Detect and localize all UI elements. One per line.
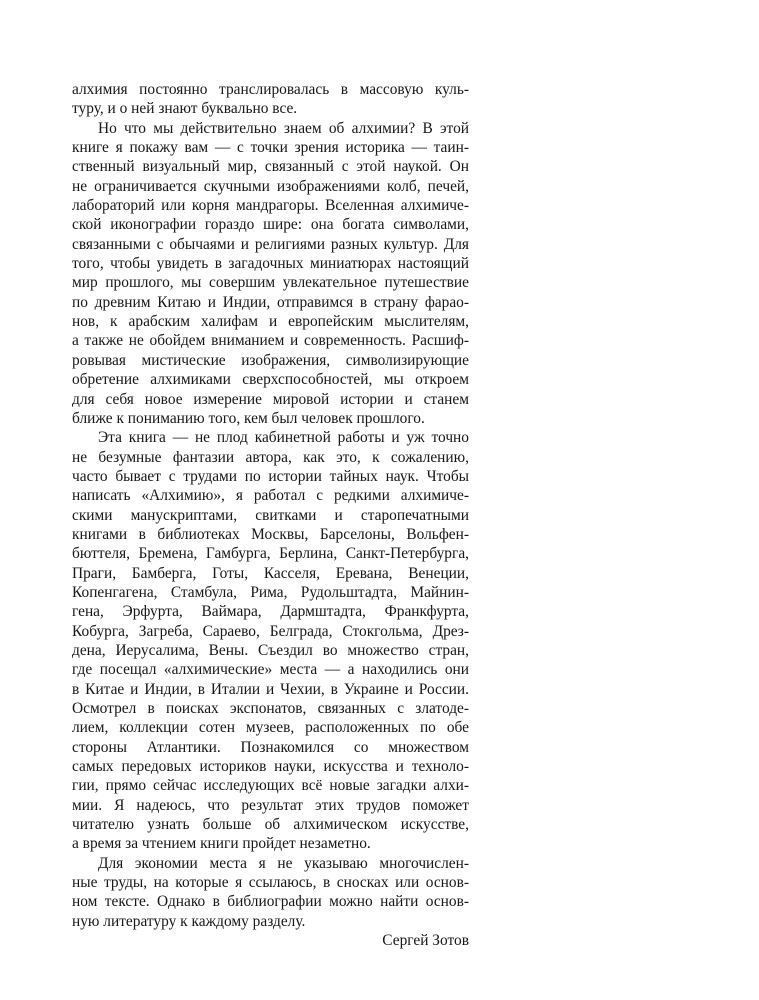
text-line: а время за чтением книги пройдет незаметно.	[72, 835, 371, 853]
text-line: лием, коллекции сотен музеев, расположенных по обе	[72, 719, 469, 737]
text-line: написать «Алхимию», я работал с редкими алхимиче-	[72, 487, 469, 505]
paragraph-list	[72, 80, 469, 931]
text-line: связанными с обычаями и религиями разных культур. Для	[72, 235, 469, 253]
text-line: в Китае и Индии, в Италии и Чехии, в Украине и России.	[72, 680, 469, 698]
text-line: книгами в библиотеках Москвы, Барселоны, Вольфен-	[72, 525, 469, 543]
text-line: книге я покажу вам — с точки зрения историка — таин-	[72, 139, 469, 157]
text-line: Копенгагена, Стамбула, Рима, Рудольштадта, Майнин-	[72, 583, 469, 601]
text-line: по древним Китаю и Индии, отправимся в страну фарао-	[72, 293, 469, 311]
text-line: обретение алхимиками сверхспособностей, мы откроем	[72, 371, 469, 389]
text-line: мии. Я надеюсь, что результат этих трудов поможет	[72, 796, 469, 814]
text-line: ном тексте. Однако в библиографии можно найти основ-	[72, 893, 469, 911]
text-line: ные труды, на которые я ссылаюсь, в сносках или основ-	[72, 874, 469, 892]
paragraph	[72, 428, 469, 854]
text-line: того, чтобы увидеть в загадочных миниатюрах настоящий	[72, 255, 469, 273]
text-line: Но что мы действительно знаем об алхимии? В этой	[98, 119, 469, 137]
text-line: читателю узнать больше об алхимическом искусстве,	[72, 816, 469, 834]
text-line: нов, к арабским халифам и европейским мыслителям,	[72, 313, 469, 331]
text-line: стороны Атлантики. Познакомился со множеством	[72, 738, 469, 756]
text-line: алхимия постоянно транслировалась в массовую куль-	[72, 81, 469, 98]
text-line: самых передовых историков науки, искусства и техноло-	[72, 758, 469, 776]
text-line: ближе к пониманию того, кем был человек прошлого.	[72, 409, 425, 427]
text-line: ровывая мистические изображения, символизирующие	[72, 351, 469, 369]
text-line: туру, и о ней знают буквально все.	[72, 100, 298, 118]
paragraph	[72, 80, 469, 119]
text-line: ственный визуальный мир, связанный с этой наукой. Он	[72, 158, 469, 176]
text-line: гена, Эрфурта, Ваймара, Дармштадта, Франкфурта,	[72, 603, 469, 621]
author-signature: Сергей Зотов	[382, 932, 469, 950]
text-line: Осмотрел в поисках экспонатов, связанных с златоде-	[72, 700, 469, 717]
text-line: дена, Иерусалима, Вены. Съездил во множество стран,	[72, 641, 469, 659]
text-line: бюттеля, Бремена, Гамбурга, Берлина, Санкт-Петербурга,	[72, 545, 469, 563]
text-line: гии, прямо сейчас исследующих всё новые загадки алхи-	[72, 777, 469, 795]
paragraph	[72, 854, 469, 931]
text-line: Праги, Бамберга, Готы, Касселя, Еревана, Венеции,	[72, 564, 469, 582]
text-line: Кобурга, Загреба, Сараево, Белграда, Стокгольма, Дрез-	[72, 622, 469, 640]
text-line: ную литературу к каждому разделу.	[72, 912, 306, 930]
body-text-column	[72, 80, 469, 950]
text-line: мир прошлого, мы совершим увлекательное путешествие	[72, 274, 469, 292]
text-line: часто бывает с трудами по истории тайных наук. Чтобы	[72, 467, 469, 485]
paragraph	[72, 119, 469, 429]
text-line: скими манускриптами, свитками и старопечатными	[72, 506, 469, 524]
text-line: ской иконографии гораздо шире: она богата символами,	[72, 216, 469, 234]
text-line: не ограничивается скучными изображениями колб, печей,	[72, 177, 469, 195]
text-line: не безумные фантазии автора, как это, к сожалению,	[72, 448, 469, 466]
text-line: лабораторий или корня мандрагоры. Вселенная алхимиче-	[72, 197, 469, 215]
text-line: а также не обойдем вниманием и современность. Расшиф-	[72, 332, 469, 350]
text-line: Эта книга — не плод кабинетной работы и уж точно	[98, 429, 469, 447]
text-line: где посещал «алхимические» места — а находились они	[72, 661, 469, 679]
text-line: для себя новое измерение мировой истории и станем	[72, 390, 469, 408]
text-line: Для экономии места я не указываю многочислен-	[98, 854, 469, 872]
